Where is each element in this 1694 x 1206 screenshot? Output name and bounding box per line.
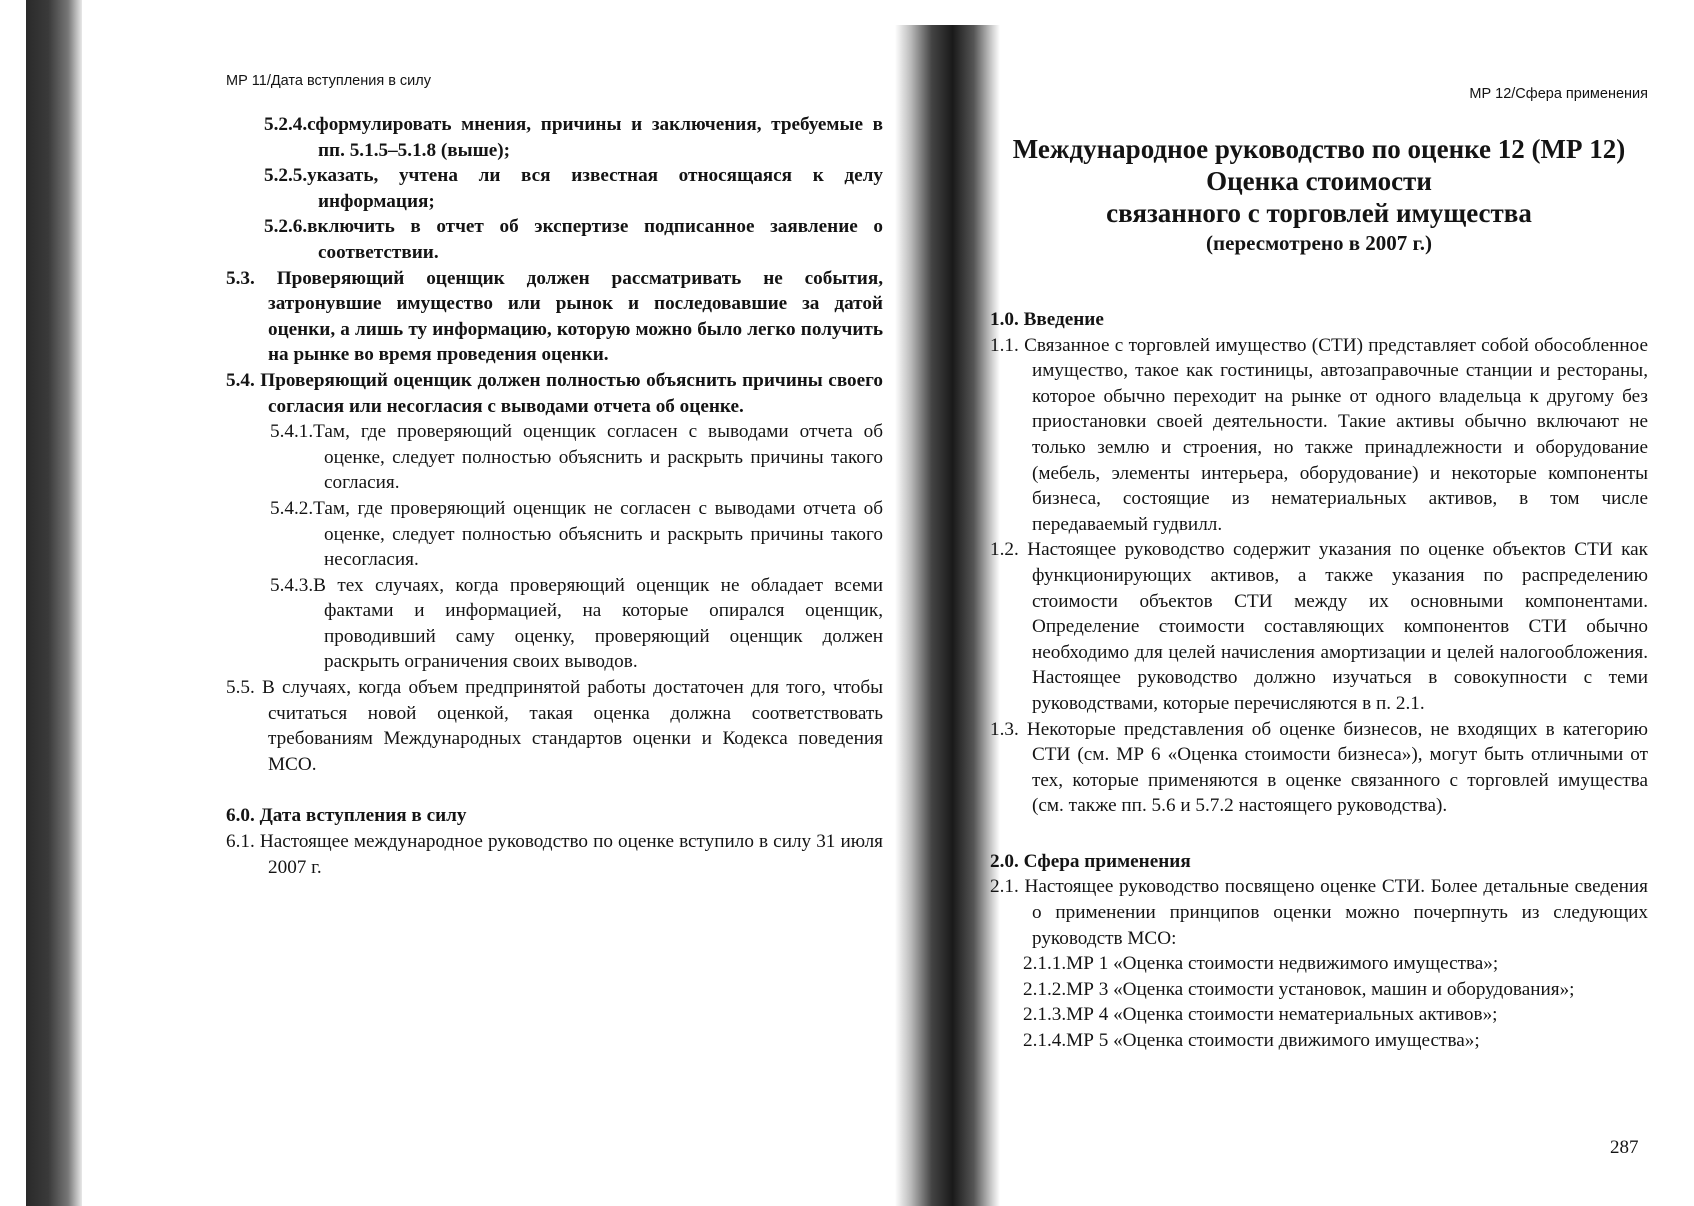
list-item: 1.3. Некоторые представления об оценке бизнесов, не входящих в категорию СТИ (см. МР 6 «Оценка стоимости бизнеса»), могут быть отличными от тех, которые применяются в оценке связанного с торговлей имущества (см. также пп. 5.6 и 5.7.2 настоящего руководства). bbox=[990, 718, 1648, 817]
right-page bbox=[990, 85, 1648, 1054]
list-item: 2.1.4.МР 5 «Оценка стоимости движимого имущества»; bbox=[1023, 1030, 1480, 1052]
list-item: 5.2.6.включить в отчет об экспертизе подписанное заявление о соответствии. bbox=[264, 216, 883, 263]
list-item: 1.2. Настоящее руководство содержит указания по оценке объектов СТИ как функционирующих активов, а также указания по распределению стоимости объектов СТИ между их основными компонентами. Определение стоимости составляющих компонентов СТИ обычно необходимо для целей начисления амортизации и целей налогообложения. Настоящее руководство должно изучаться в совокупности с теми руководствами, которые перечисляются в п. 2.1. bbox=[990, 539, 1648, 714]
list-item: 5.4.2.Там, где проверяющий оценщик не согласен с выводами отчета об оценке, следует полностью объяснить и раскрыть причины такого несогласия. bbox=[270, 497, 883, 571]
section-heading: 6.0. Дата вступления в силу bbox=[226, 805, 467, 827]
document-title: Международное руководство по оценке 12 (МР 12) Оценка стоимости связанного с торговлей имущества bbox=[1012, 134, 1626, 228]
section-heading: 1.0. Введение bbox=[990, 309, 1104, 330]
list-item: 6.1. Настоящее международное руководство по оценке вступило в силу 31 июля 2007 г. bbox=[226, 831, 884, 878]
book-spine-shadow bbox=[895, 25, 1000, 1206]
running-head: МР 12/Сфера применения bbox=[1469, 86, 1648, 102]
running-head: МР 11/Дата вступления в силу bbox=[226, 73, 431, 89]
list-item: 2.1.1.МР 1 «Оценка стоимости недвижимого имущества»; bbox=[1023, 953, 1499, 975]
left-page bbox=[226, 72, 883, 880]
section-heading: 2.0. Сфера применения bbox=[990, 850, 1191, 872]
scan-edge-shadow bbox=[26, 0, 82, 1206]
list-item: 5.5. В случаях, когда объем предпринятой работы достаточен для того, чтобы считаться новой оценкой, такая оценка должна соответствовать требованиям Международных стандартов оценки и Кодекса поведения МСО. bbox=[226, 677, 883, 775]
list-item: 2.1.3.МР 4 «Оценка стоимости нематериальных активов»; bbox=[1023, 1004, 1498, 1026]
list-item: 2.1.2.МР 3 «Оценка стоимости установок, машин и оборудования»; bbox=[1023, 978, 1575, 1000]
list-item: 5.2.4.сформулировать мнения, причины и заключения, требуемые в пп. 5.1.5–5.1.8 (выше); bbox=[264, 114, 883, 161]
list-item: 5.4. Проверяющий оценщик должен полностью объяснить причины своего согласия или несогласия с выводами отчета об оценке. bbox=[226, 369, 883, 417]
list-item: 5.2.5.указать, учтена ли вся известная относящаяся к делу информация; bbox=[264, 165, 883, 212]
list-item: 1.1. Связанное с торговлей имущество (СТИ) представляет собой обособленное имущество, такое как гостиницы, автозаправочные станции и рестораны, которое обычно переходит на рынке от одного владельца к другому без приостановки своей деятельности. Такие активы обычно включают не только землю и строения, но также принадлежности и оборудование (мебель, элементы интерьера, оборудование) и некоторые компоненты бизнеса, состоящие из нематериальных активов, в том числе передаваемый гудвилл. bbox=[990, 334, 1648, 535]
list-item: 2.1. Настоящее руководство посвящено оценке СТИ. Более детальные сведения о применении принципов оценки можно почерпнуть из следующих руководств МСО: bbox=[990, 876, 1649, 949]
list-item: 5.4.1.Там, где проверяющий оценщик согласен с выводами отчета об оценке, следует полностью объяснить и раскрыть причины такого согласия. bbox=[270, 421, 883, 494]
page-number: 287 bbox=[1610, 1137, 1639, 1158]
list-item: 5.3. Проверяющий оценщик должен рассматривать не события, затронувшие имущество или рынок и последовавшие за датой оценки, а лишь ту информацию, которую можно было легко получить на рынке во время проведения оценки. bbox=[226, 267, 884, 366]
list-item: 5.4.3.В тех случаях, когда проверяющий оценщик не обладает всеми фактами и информацией, на которые опирался оценщик, проводивший саму оценку, проверяющий оценщик должен раскрыть ограничения своих выводов. bbox=[270, 574, 883, 673]
document-subtitle: (пересмотрено в 2007 г.) bbox=[1206, 231, 1432, 255]
